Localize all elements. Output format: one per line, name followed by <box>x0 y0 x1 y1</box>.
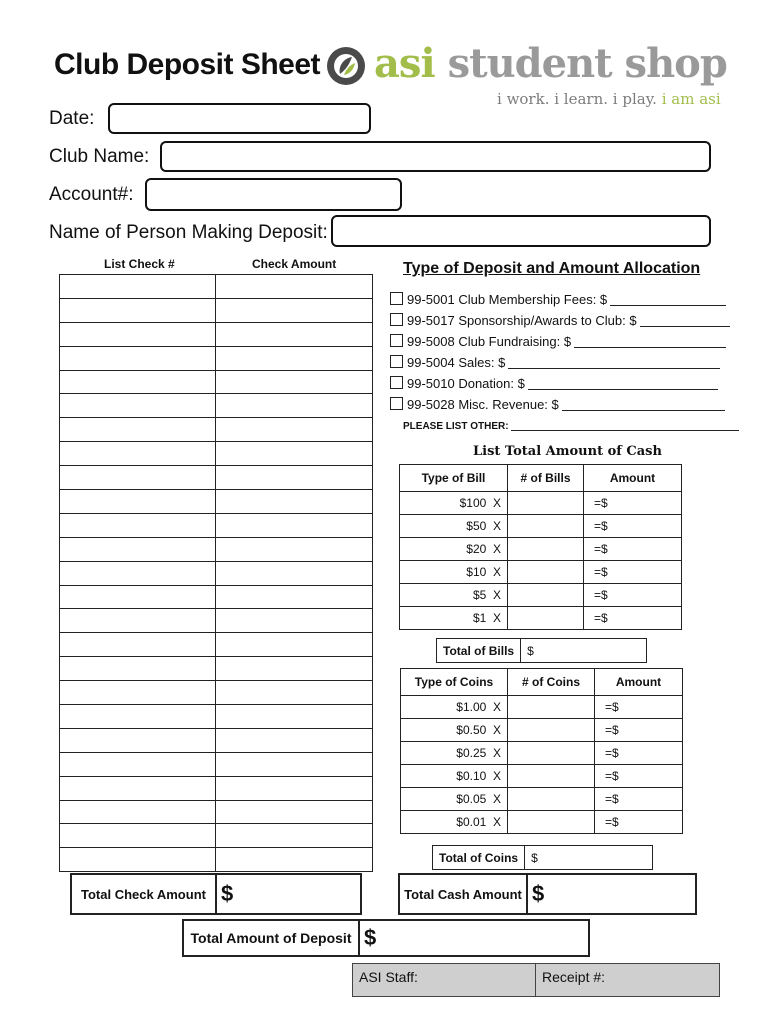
coin-type: $0.10 X <box>401 765 508 788</box>
coins-table <box>400 668 683 834</box>
total-cash-box <box>398 873 697 915</box>
coin-amount[interactable]: =$ <box>595 788 683 811</box>
check-number-cell[interactable] <box>60 609 216 633</box>
check-amount-cell[interactable] <box>216 490 373 514</box>
allocation-amount-blank[interactable] <box>610 293 726 306</box>
bills-table <box>399 464 682 630</box>
check-amount-cell[interactable] <box>216 322 373 346</box>
check-amount-cell[interactable] <box>216 824 373 848</box>
check-row <box>60 633 373 657</box>
total-coins-label: Total of Coins <box>433 846 525 869</box>
check-row <box>60 848 373 872</box>
allocation-amount-blank[interactable] <box>508 356 720 369</box>
check-number-cell[interactable] <box>60 442 216 466</box>
check-row <box>60 466 373 490</box>
coins-header-count: # of Coins <box>508 669 595 696</box>
check-number-cell[interactable] <box>60 418 216 442</box>
bill-type: $10 X <box>400 561 508 584</box>
check-row <box>60 824 373 848</box>
allocation-label: 99-5010 Donation: $ <box>407 376 525 391</box>
total-deposit-value[interactable]: $ <box>364 925 377 950</box>
coin-amount[interactable]: =$ <box>595 719 683 742</box>
bills-header-amount: Amount <box>584 465 682 492</box>
bill-count[interactable] <box>508 607 584 630</box>
check-row <box>60 490 373 514</box>
checkbox-icon[interactable] <box>390 334 403 347</box>
receipt-number-field[interactable]: Receipt #: <box>542 969 606 985</box>
check-row <box>60 298 373 322</box>
check-amount-cell[interactable] <box>216 442 373 466</box>
allocation-amount-blank[interactable] <box>640 314 730 327</box>
please-list-other: PLEASE LIST OTHER: <box>403 418 739 432</box>
check-amount-cell[interactable] <box>216 298 373 322</box>
coin-count[interactable] <box>508 696 595 719</box>
bill-amount[interactable]: =$ <box>584 515 682 538</box>
check-number-cell[interactable] <box>60 681 216 705</box>
check-number-cell[interactable] <box>60 848 216 872</box>
check-row <box>60 537 373 561</box>
check-number-cell[interactable] <box>60 752 216 776</box>
brand-asi: asi <box>374 40 435 87</box>
checkbox-icon[interactable] <box>390 313 403 326</box>
asi-staff-field[interactable]: ASI Staff: <box>353 964 536 996</box>
check-row <box>60 585 373 609</box>
coin-count[interactable] <box>508 788 595 811</box>
bill-row <box>400 492 682 515</box>
bill-type: $1 X <box>400 607 508 630</box>
check-amount-cell[interactable] <box>216 657 373 681</box>
allocation-label: 99-5004 Sales: $ <box>407 355 506 370</box>
total-coins-box <box>432 845 653 870</box>
staff-box <box>352 963 720 997</box>
bill-type: $100 X <box>400 492 508 515</box>
allocation-item <box>390 376 718 391</box>
col-check-header: List Check # <box>104 257 175 271</box>
bill-amount[interactable]: =$ <box>584 538 682 561</box>
check-amount-cell[interactable] <box>216 705 373 729</box>
check-amount-cell[interactable] <box>216 776 373 800</box>
check-row <box>60 776 373 800</box>
list-other-blank[interactable] <box>511 418 739 431</box>
check-table <box>59 274 373 872</box>
bill-amount[interactable]: =$ <box>584 561 682 584</box>
check-row <box>60 513 373 537</box>
check-number-cell[interactable] <box>60 322 216 346</box>
allocation-item <box>390 313 730 328</box>
check-row <box>60 752 373 776</box>
allocation-label: 99-5008 Club Fundraising: $ <box>407 334 572 349</box>
coin-type: $0.50 X <box>401 719 508 742</box>
check-row <box>60 418 373 442</box>
coin-amount[interactable]: =$ <box>595 696 683 719</box>
allocation-amount-blank[interactable] <box>528 377 718 390</box>
allocation-amount-blank[interactable] <box>574 335 726 348</box>
total-bills-label: Total of Bills <box>437 639 521 662</box>
bill-type: $5 X <box>400 584 508 607</box>
bill-count[interactable] <box>508 538 584 561</box>
bill-row <box>400 607 682 630</box>
coins-header-type: Type of Coins <box>401 669 508 696</box>
check-row <box>60 394 373 418</box>
tagline-main: i work. i learn. i play. <box>497 90 657 108</box>
allocation-label: 99-5001 Club Membership Fees: $ <box>407 292 608 307</box>
bill-count[interactable] <box>508 561 584 584</box>
bill-row <box>400 561 682 584</box>
bill-type: $20 X <box>400 538 508 561</box>
check-number-cell[interactable] <box>60 490 216 514</box>
check-number-cell[interactable] <box>60 728 216 752</box>
check-row <box>60 681 373 705</box>
check-amount-cell[interactable] <box>216 537 373 561</box>
coin-row <box>401 788 683 811</box>
check-amount-cell[interactable] <box>216 370 373 394</box>
check-amount-cell[interactable] <box>216 800 373 824</box>
check-number-cell[interactable] <box>60 800 216 824</box>
check-number-cell[interactable] <box>60 633 216 657</box>
check-amount-cell[interactable] <box>216 561 373 585</box>
check-row <box>60 561 373 585</box>
person-label: Name of Person Making Deposit: <box>49 222 328 243</box>
coin-type: $0.01 X <box>401 811 508 834</box>
check-amount-cell[interactable] <box>216 681 373 705</box>
check-amount-cell[interactable] <box>216 752 373 776</box>
checkbox-icon[interactable] <box>390 292 403 305</box>
coin-count[interactable] <box>508 765 595 788</box>
total-cash-value[interactable]: $ <box>532 881 545 906</box>
check-number-cell[interactable] <box>60 346 216 370</box>
check-number-cell[interactable] <box>60 585 216 609</box>
total-deposit-label: Total Amount of Deposit <box>184 921 360 955</box>
bill-row <box>400 584 682 607</box>
check-number-cell[interactable] <box>60 394 216 418</box>
allocation-amount-blank[interactable] <box>562 398 725 411</box>
bill-count[interactable] <box>508 515 584 538</box>
coin-count[interactable] <box>508 742 595 765</box>
date-label: Date: <box>49 108 95 129</box>
check-row <box>60 657 373 681</box>
check-number-cell[interactable] <box>60 824 216 848</box>
brand-tagline <box>497 90 721 108</box>
club-name-label: Club Name: <box>49 146 150 167</box>
bill-amount[interactable]: =$ <box>584 584 682 607</box>
tagline-highlight: i am asi <box>661 90 721 108</box>
brand-student-shop: student shop <box>447 40 727 87</box>
total-bills-box <box>436 638 647 663</box>
check-amount-cell[interactable] <box>216 418 373 442</box>
check-row <box>60 705 373 729</box>
bills-header-type: Type of Bill <box>400 465 508 492</box>
cash-title: List Total Amount of Cash <box>473 444 662 459</box>
coin-row <box>401 742 683 765</box>
bill-count[interactable] <box>508 584 584 607</box>
check-number-cell[interactable] <box>60 370 216 394</box>
total-coins-value[interactable]: $ <box>531 850 538 865</box>
coin-row <box>401 765 683 788</box>
bill-count[interactable] <box>508 492 584 515</box>
check-amount-cell[interactable] <box>216 848 373 872</box>
check-amount-cell[interactable] <box>216 609 373 633</box>
checkbox-icon[interactable] <box>390 376 403 389</box>
allocation-item <box>390 397 725 412</box>
person-field[interactable] <box>331 215 711 247</box>
leaf-shape <box>334 54 358 78</box>
coin-type: $0.05 X <box>401 788 508 811</box>
check-number-cell[interactable] <box>60 561 216 585</box>
allocation-label: 99-5017 Sponsorship/Awards to Club: $ <box>407 313 637 328</box>
check-amount-cell[interactable] <box>216 275 373 299</box>
check-row <box>60 609 373 633</box>
club-name-field[interactable] <box>160 141 711 172</box>
checkbox-icon[interactable] <box>390 397 403 410</box>
account-field[interactable] <box>145 178 402 211</box>
check-row <box>60 322 373 346</box>
allocation-item <box>390 292 726 307</box>
total-cash-label: Total Cash Amount <box>400 875 528 913</box>
coin-row <box>401 696 683 719</box>
check-amount-cell[interactable] <box>216 346 373 370</box>
check-number-cell[interactable] <box>60 705 216 729</box>
coins-header-amount: Amount <box>595 669 683 696</box>
bill-amount[interactable]: =$ <box>584 492 682 515</box>
check-row <box>60 370 373 394</box>
bill-row <box>400 538 682 561</box>
account-label: Account#: <box>49 184 134 205</box>
check-row <box>60 728 373 752</box>
check-amount-cell[interactable] <box>216 633 373 657</box>
check-number-cell[interactable] <box>60 275 216 299</box>
date-field[interactable] <box>108 103 371 134</box>
coin-count[interactable] <box>508 719 595 742</box>
allocation-item <box>390 334 726 349</box>
check-row <box>60 800 373 824</box>
bill-type: $50 X <box>400 515 508 538</box>
allocation-label: 99-5028 Misc. Revenue: $ <box>407 397 559 412</box>
col-amount-header: Check Amount <box>252 257 337 271</box>
check-number-cell[interactable] <box>60 466 216 490</box>
total-deposit-box <box>182 919 590 957</box>
coin-amount[interactable]: =$ <box>595 811 683 834</box>
check-number-cell[interactable] <box>60 657 216 681</box>
brand-logo-text <box>374 40 727 87</box>
coin-type: $0.25 X <box>401 742 508 765</box>
checkbox-icon[interactable] <box>390 355 403 368</box>
total-bills-value[interactable]: $ <box>527 643 534 658</box>
check-amount-cell[interactable] <box>216 585 373 609</box>
bill-row <box>400 515 682 538</box>
check-number-cell[interactable] <box>60 776 216 800</box>
coin-type: $1.00 X <box>401 696 508 719</box>
total-check-label: Total Check Amount <box>72 875 217 913</box>
bill-amount[interactable]: =$ <box>584 607 682 630</box>
check-amount-cell[interactable] <box>216 513 373 537</box>
coin-row <box>401 719 683 742</box>
total-check-box <box>70 873 362 915</box>
total-check-value[interactable]: $ <box>221 881 234 906</box>
check-row <box>60 346 373 370</box>
page-title: Club Deposit Sheet <box>54 48 321 81</box>
bills-header-count: # of Bills <box>508 465 584 492</box>
check-amount-cell[interactable] <box>216 728 373 752</box>
check-amount-cell[interactable] <box>216 466 373 490</box>
coin-row <box>401 811 683 834</box>
coin-amount[interactable]: =$ <box>595 742 683 765</box>
check-number-cell[interactable] <box>60 513 216 537</box>
check-number-cell[interactable] <box>60 298 216 322</box>
check-amount-cell[interactable] <box>216 394 373 418</box>
check-number-cell[interactable] <box>60 537 216 561</box>
check-row <box>60 442 373 466</box>
coin-count[interactable] <box>508 811 595 834</box>
check-row <box>60 275 373 299</box>
coin-amount[interactable]: =$ <box>595 765 683 788</box>
allocation-title: Type of Deposit and Amount Allocation <box>403 260 701 277</box>
allocation-item <box>390 355 720 370</box>
